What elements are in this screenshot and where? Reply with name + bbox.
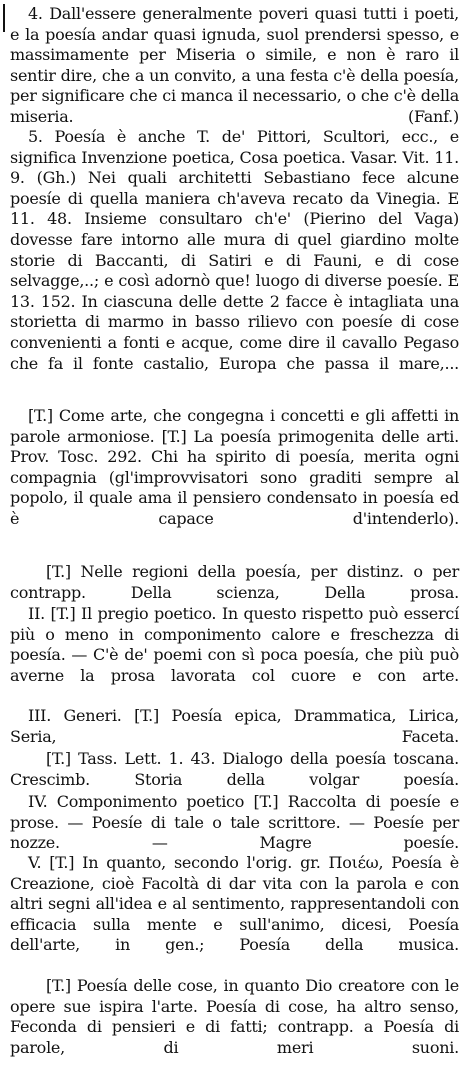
paragraph-citations: [T.] Tass. Lett. 1. 43. Dialogo della poesía toscana. Crescimb. Storia della volgar poesía.: [10, 749, 459, 789]
paragraph-sense-2: II. [T.] Il pregio poetico. In questo rispetto può essercí più o meno in componimento calore e freschezza di poesía. — C'è de' poemi con sì poca poesía, che più può averne la prosa lavorata col cuore e con arte.: [10, 604, 459, 685]
paragraph-sense-4: 4. Dall'essere generalmente poveri quasi tutti i poeti, e la poesía andar quasi ignuda, suol prendersi spesso, e massimamente per Miseria o simile, e non è raro il sentir dire, che a un convito, a una festa c'è della poesía, per significare che ci manca il necessario, o che c'è della miseria. (Fanf.): [10, 4, 459, 126]
paragraph-sense-4b: IV. Componimento poetico [T.] Raccolta di poesíe e prose. — Poesíe di tale o tale scrittore. — Poesíe per nozze. — Magre poesíe.: [10, 792, 459, 853]
paragraph-sense-3: III. Generi. [T.] Poesía epica, Drammatica, Lirica, Seria, Faceta.: [10, 706, 459, 746]
paragraph-things: [T.] Poesía delle cose, in quanto Dio creatore con le opere sue ispira l'arte. Poesía di cose, ha altro senso, Feconda di pensieri e di fatti; contrapp. a Poesía di parole, di meri suoni.: [10, 976, 459, 1057]
paragraph-sense-5b: V. [T.] In quanto, secondo l'orig. gr. Ποιέω, Poesía è Creazione, cioè Facoltà di dar vita con la parola e con altri segni all'idea e al sentimento, rappresentandoli con efficacia sulla mente e sull'animo, dicesi, Poesía dell'arte, in gen.; Poesía della musica.: [10, 853, 459, 955]
paragraph-sense-5: 5. Poesía è anche T. de' Pittori, Scultori, ecc., e significa Invenzione poetica, Cosa poetica. Vasar. Vit. 11. 9. (Gh.) Nei quali architetti Sebastiano fece alcune poesíe di quella maniera ch'aveva recato da Vinegia. E 11. 48. Insieme consultaro ch'e' (Pierino del Vaga) dovesse fare intorno alle mura di quel giardino molte storie di Baccanti, di Satiri e di Fauni, e di cose selvagge,..; e così adornò que! luogo di diverse poesíe. E 13. 152. In ciascuna delle dette 2 facce è intagliata una storietta di marmo in basso rilievo con poesíe di cose convenienti a fonti e acque, come dire il cavallo Pegaso che fa il fonte castalio, Europa che passa il mare,...: [10, 127, 459, 373]
paragraph-art: [T.] Come arte, che congegna i concetti e gli affetti in parole armoniose. [T.] La poesía primogenita delle arti. Prov. Tosc. 292. Chi ha spirito di poesía, merita ogni compagnia (gl'improvvisatori sono graditi sempre al popolo, il quale ama il pensiero condensato in poesía ed è capace d'intenderlo).: [10, 406, 459, 528]
paragraph-distinction: [T.] Nelle regioni della poesía, per distinz. o per contrapp. Della scienza, Della prosa.: [10, 562, 459, 602]
margin-rule: [3, 4, 5, 32]
